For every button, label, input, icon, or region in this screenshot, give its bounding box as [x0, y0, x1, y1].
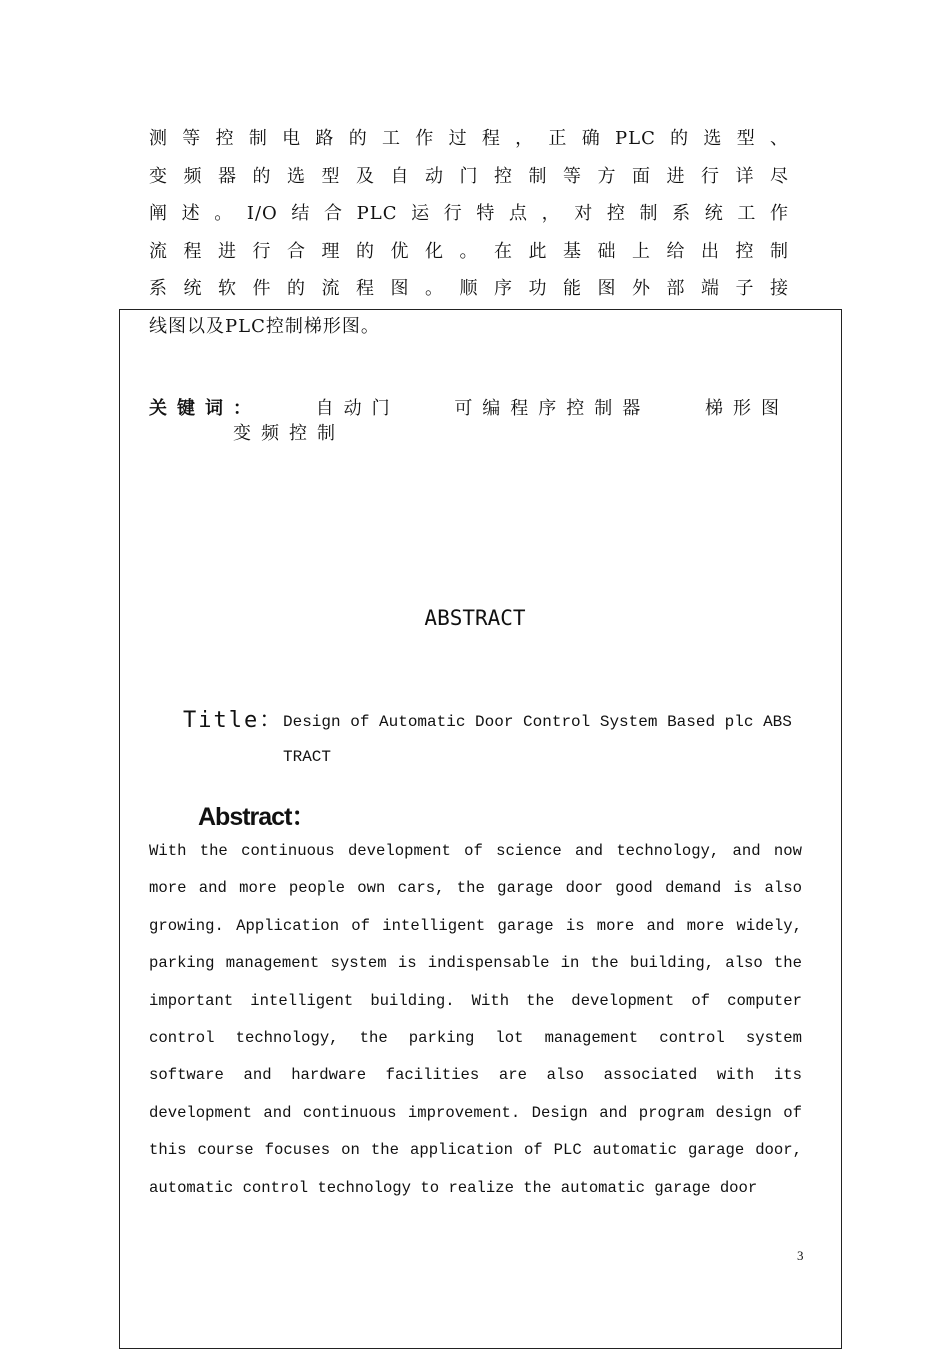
abstract-body: With the continuous development of science and technology, and now more and more people own cars, the garage door good demand is also growing. Application of intelligent garage is more and more widely, parking management system is indispensable in the building, also the important intelligent building. With the development of computer control technology, the parking lot management control system software and hardware facilities are also associated with its development and continuous improvement. Design and program design of this course focuses on the application of PLC automatic garage door, automatic control technology to realize the automatic garage door	[149, 842, 802, 1197]
keywords-block	[149, 396, 789, 446]
chinese-abstract-line: 系统软件的流程图。顺序功能图外部端子接	[149, 278, 789, 299]
keyword-item: 变频控制	[233, 423, 345, 444]
chinese-abstract-line: 变频器的选型及自动门控制等方面进行详尽	[149, 165, 789, 187]
chinese-abstract-line: 线图以及PLC控制梯形图。	[149, 315, 380, 337]
keyword-item: 可编程序控制器	[454, 398, 651, 419]
keywords-label: 关键词：	[149, 398, 261, 419]
keywords-row	[149, 396, 789, 421]
chinese-abstract-text	[149, 120, 789, 345]
chinese-abstract-line: 测等控制电路的工作过程，正确PLC的选型、	[149, 128, 789, 149]
title-label: Title：	[183, 708, 284, 733]
abstract-heading: ABSTRACT	[424, 606, 526, 630]
abstract-label: Abstract：	[198, 803, 316, 831]
chinese-abstract-line: 阐述。I/O结合PLC运行特点，对控制系统工作	[149, 203, 789, 224]
page-number: 3	[797, 1248, 804, 1263]
keyword-item: 自动门	[315, 398, 400, 419]
title-text: Design of Automatic Door Control System Based plc ABSTRACT	[283, 713, 792, 766]
chinese-abstract-line: 流程进行合理的优化。在此基础上给出控制	[149, 240, 789, 262]
keyword-item: 梯形图	[704, 398, 789, 419]
